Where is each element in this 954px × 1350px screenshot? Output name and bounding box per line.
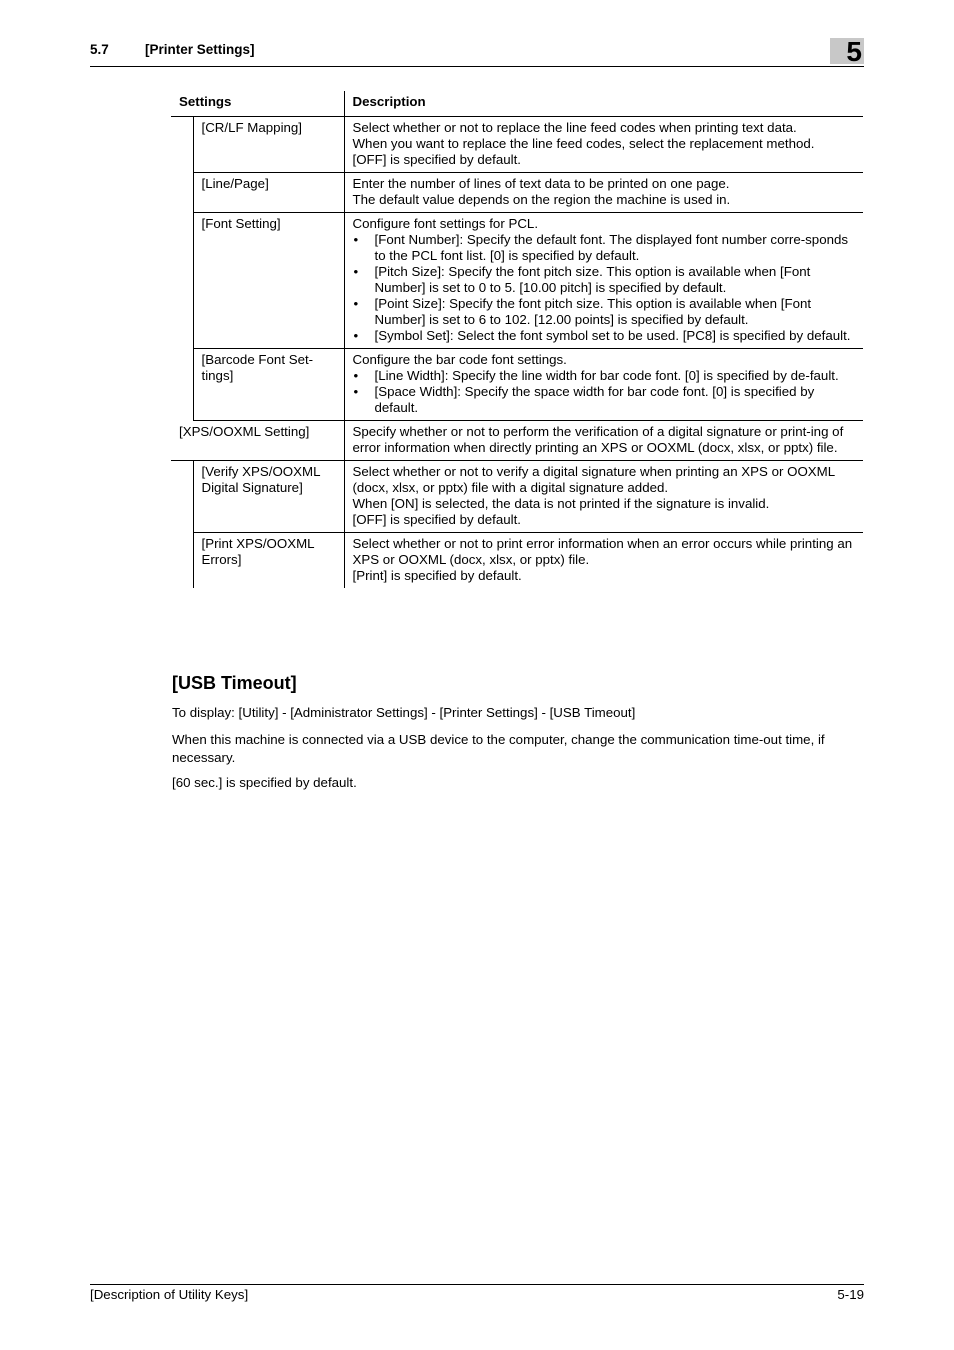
- page-number: 5-19: [837, 1287, 864, 1302]
- setting-name: [CR/LF Mapping]: [193, 117, 344, 173]
- indent-cell: [171, 533, 193, 589]
- setting-name: [Print XPS/OOXML Errors]: [201, 536, 315, 567]
- bullet-item: • [Font Number]: Specify the default font. The displayed font number corre-sponds to the PCL font list. [0] is specified by default.: [353, 232, 856, 264]
- bullet-item: • [Space Width]: Specify the space width for bar code font. [0] is specified by default.: [353, 384, 856, 416]
- to-display-path: To display: [Utility] - [Administrator Settings] - [Printer Settings] - [USB Timeout]: [172, 705, 636, 720]
- bullet-item: • [Symbol Set]: Select the font symbol set to be used. [PC8] is specified by default.: [353, 328, 856, 344]
- table-row: [171, 173, 863, 213]
- description-line: When [ON] is selected, the data is not printed if the signature is invalid.: [352, 496, 770, 511]
- table-row: [171, 117, 863, 173]
- usb-default: [60 sec.] is specified by default.: [172, 775, 357, 790]
- description-line: When you want to replace the line feed codes, select the replacement method.: [352, 136, 815, 151]
- bullet-list: [353, 368, 856, 416]
- description-line: Select whether or not to verify a digital signature when printing an XPS or OOXML (docx, xlsx, or pptx) file with a digital signature added.: [352, 464, 835, 495]
- indent-cell: [171, 173, 193, 213]
- indent-cell: [171, 349, 193, 421]
- table-row: [171, 421, 863, 461]
- column-header-settings: Settings: [171, 91, 344, 117]
- description-line: [OFF] is specified by default.: [352, 512, 521, 527]
- description-line: Specify whether or not to perform the verification of a digital signature or print-ing of error information when directly printing an XPS or OOXML (docx, xlsx, or pptx) file.: [352, 424, 844, 455]
- setting-description: [344, 213, 863, 349]
- indent-cell: [171, 117, 193, 173]
- setting-name: [Line/Page]: [193, 173, 344, 213]
- description-line: Select whether or not to replace the line feed codes when printing text data.: [352, 120, 797, 135]
- table-row: [171, 349, 863, 421]
- description-line: Configure font settings for PCL.: [352, 216, 539, 231]
- setting-description: [344, 349, 863, 421]
- usb-timeout-heading: [USB Timeout]: [172, 673, 297, 693]
- settings-table: [171, 91, 863, 588]
- section-number: 5.7: [90, 42, 109, 57]
- indent-cell: [171, 213, 193, 349]
- usb-description: When this machine is connected via a USB device to the computer, change the communication time-out time, if necessary.: [172, 732, 825, 765]
- chapter-number: 5: [846, 36, 862, 67]
- setting-name: [XPS/OOXML Setting]: [171, 421, 344, 461]
- footer-title: [Description of Utility Keys]: [90, 1287, 249, 1302]
- table-row: [171, 213, 863, 349]
- setting-description: [344, 117, 863, 173]
- setting-name: [Verify XPS/OOXML Digital Signature]: [193, 461, 344, 533]
- description-line: The default value depends on the region the machine is used in.: [352, 192, 731, 207]
- setting-description: [344, 421, 863, 461]
- description-line: Select whether or not to print error information when an error occurs while printing an XPS or OOXML (docx, xlsx, or pptx) file.: [352, 536, 853, 567]
- table-row: [171, 533, 863, 589]
- description-line: [Print] is specified by default.: [352, 568, 522, 583]
- bullet-item: • [Pitch Size]: Specify the font pitch size. This option is available when [Font Number] is set to 0 to 5. [10.00 pitch] is specified by default.: [353, 264, 856, 296]
- page-footer: [90, 1284, 864, 1302]
- bullet-item: • [Line Width]: Specify the line width for bar code font. [0] is specified by de-fault.: [353, 368, 856, 384]
- table-header-row: [171, 91, 863, 117]
- setting-description: [344, 173, 863, 213]
- setting-name: [Barcode Font Set-tings]: [193, 349, 344, 421]
- description-line: [OFF] is specified by default.: [352, 152, 521, 167]
- indent-cell: [171, 461, 193, 533]
- section-title: [Printer Settings]: [145, 42, 255, 57]
- column-header-description: Description: [344, 91, 863, 117]
- setting-name: [Font Setting]: [193, 213, 344, 349]
- setting-description: [344, 533, 863, 589]
- description-line: Enter the number of lines of text data to be printed on one page.: [352, 176, 730, 191]
- description-line: Configure the bar code font settings.: [352, 352, 567, 367]
- table-row: [171, 461, 863, 533]
- setting-description: [344, 461, 863, 533]
- bullet-list: [353, 232, 856, 344]
- page-header: [90, 36, 864, 67]
- bullet-item: • [Point Size]: Specify the font pitch size. This option is available when [Font Number] is set to 6 to 102. [12.00 points] is specified by default.: [353, 296, 856, 328]
